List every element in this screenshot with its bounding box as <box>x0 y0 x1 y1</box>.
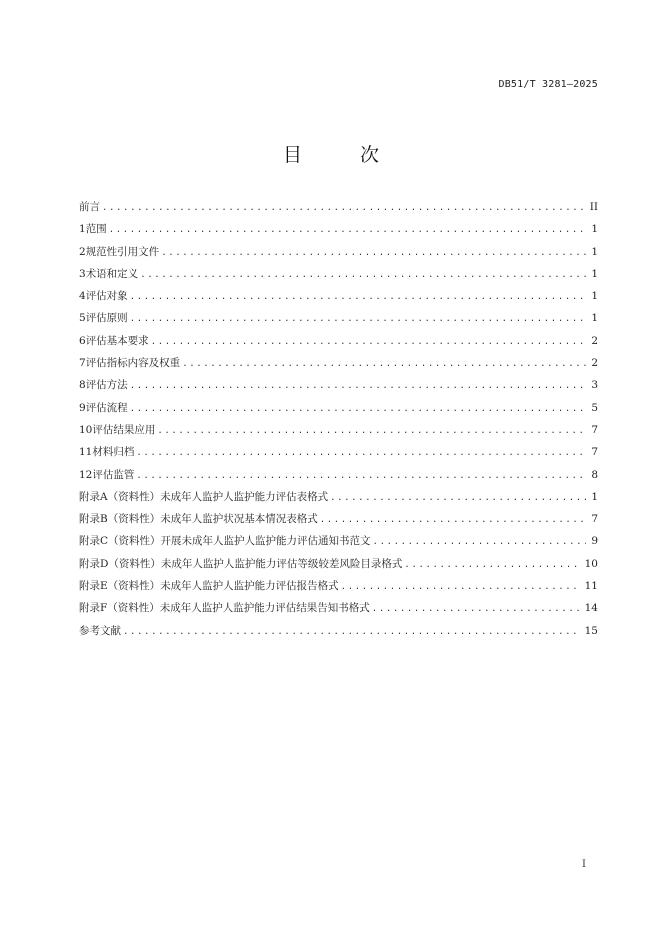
toc-entry-label: 未成年人监护人监护能力评估表格式 <box>160 490 329 503</box>
table-of-contents <box>79 199 598 645</box>
toc-appendix-tag: 附录F（资料性） <box>79 602 160 615</box>
toc-entry-label: 评估原则 <box>85 312 128 325</box>
toc-entry[interactable] <box>79 556 598 578</box>
toc-entry[interactable] <box>79 377 598 399</box>
toc-appendix-tag: 附录E（资料性） <box>79 580 161 593</box>
toc-entry-label: 范围 <box>85 223 107 236</box>
toc-entry-label: 评估结果应用 <box>92 423 156 436</box>
toc-entry-label: 未成年人监护人监护能力评估报告格式 <box>160 580 339 593</box>
toc-entry[interactable] <box>79 221 598 243</box>
toc-dot-leader <box>372 604 581 614</box>
toc-entry-label: 评估流程 <box>85 401 128 414</box>
toc-entry-number: 8 <box>79 379 86 392</box>
toc-dot-leader <box>130 314 586 324</box>
toc-entry-label: 评估指标内容及权重 <box>85 357 181 370</box>
toc-entry-number: 4 <box>79 290 86 303</box>
toc-page-number: 9 <box>591 535 598 548</box>
toc-entry-label: 评估监管 <box>92 468 135 481</box>
toc-entry-number: 12 <box>79 468 93 481</box>
toc-entry-label: 评估方法 <box>85 379 128 392</box>
toc-entry[interactable] <box>79 355 598 377</box>
toc-dot-leader <box>182 359 586 369</box>
toc-page-number: 5 <box>591 401 598 414</box>
toc-page-number: 15 <box>584 624 598 637</box>
toc-dot-leader <box>151 337 586 347</box>
toc-dot-leader <box>136 448 586 458</box>
toc-page-number: 2 <box>591 334 598 347</box>
toc-page-number: 10 <box>584 557 598 570</box>
toc-dot-leader <box>341 582 581 592</box>
toc-entry[interactable] <box>79 266 598 288</box>
toc-entry[interactable] <box>79 533 598 555</box>
toc-page-number: 2 <box>591 357 598 370</box>
toc-entry-number: 11 <box>79 446 93 459</box>
toc-entry-label: 未成年人监护人监护能力评估等级较差风险目录格式 <box>160 557 403 570</box>
toc-page-number: II <box>589 201 598 213</box>
toc-entry-label: 材料归档 <box>92 446 135 459</box>
toc-dot-leader <box>320 515 586 525</box>
toc-entry[interactable] <box>79 400 598 422</box>
toc-dot-leader <box>157 426 586 436</box>
toc-entry[interactable] <box>79 578 598 600</box>
toc-entry[interactable] <box>79 310 598 332</box>
toc-dot-leader <box>161 248 586 258</box>
toc-entry-label: 未成年人监护状况基本情况表格式 <box>160 513 318 526</box>
toc-entry[interactable] <box>79 623 598 645</box>
toc-entry-number: 7 <box>79 357 86 370</box>
page-title: 目 次 <box>282 144 406 166</box>
toc-page-number: 1 <box>591 290 598 303</box>
toc-entry-label: 参考文献 <box>79 624 121 637</box>
toc-entry-number: 9 <box>79 401 86 414</box>
toc-dot-leader <box>130 404 586 414</box>
toc-entry[interactable] <box>79 199 598 221</box>
toc-appendix-tag: 附录A（资料性） <box>79 490 161 503</box>
toc-dot-leader <box>330 493 586 503</box>
toc-page-number: 1 <box>591 312 598 325</box>
toc-page-number: 1 <box>591 245 598 258</box>
toc-page-number: 1 <box>591 267 598 280</box>
toc-dot-leader <box>102 203 586 213</box>
toc-entry[interactable] <box>79 244 598 266</box>
toc-page-number: 1 <box>591 223 598 236</box>
toc-entry-number: 2 <box>79 245 86 258</box>
toc-dot-leader <box>109 225 586 235</box>
toc-page-number: 14 <box>584 602 598 615</box>
toc-entry-label: 评估基本要求 <box>85 334 149 347</box>
toc-page-number: 7 <box>591 446 598 459</box>
toc-entry-label: 前言 <box>79 201 100 213</box>
toc-page-number: 7 <box>591 513 598 526</box>
toc-entry-label: 评估对象 <box>85 290 128 303</box>
toc-entry[interactable] <box>79 600 598 622</box>
toc-appendix-tag: 附录B（资料性） <box>79 513 161 526</box>
toc-entry[interactable] <box>79 333 598 355</box>
toc-dot-leader <box>136 471 586 481</box>
toc-entry-number: 1 <box>79 223 86 236</box>
footer-page-number: I <box>582 859 586 870</box>
toc-entry[interactable] <box>79 489 598 511</box>
toc-dot-leader <box>130 292 586 302</box>
toc-entry-label: 术语和定义 <box>85 267 139 280</box>
toc-appendix-tag: 附录D（资料性） <box>79 557 161 570</box>
toc-entry-label: 开展未成年人监护人监护能力评估通知书范文 <box>160 535 371 548</box>
toc-page-number: 1 <box>591 490 598 503</box>
toc-entry[interactable] <box>79 422 598 444</box>
document-code: DB51/T 3281—2025 <box>498 79 598 90</box>
toc-entry-number: 10 <box>79 423 93 436</box>
toc-page-number: 8 <box>591 468 598 481</box>
toc-page-number: 3 <box>591 379 598 392</box>
toc-dot-leader <box>140 270 586 280</box>
toc-entry-number: 6 <box>79 334 86 347</box>
toc-dot-leader <box>123 627 581 637</box>
toc-page-number: 7 <box>591 423 598 436</box>
toc-dot-leader <box>404 560 580 570</box>
toc-dot-leader <box>373 537 586 547</box>
toc-entry[interactable] <box>79 511 598 533</box>
toc-entry-number: 5 <box>79 312 86 325</box>
toc-entry-number: 3 <box>79 267 86 280</box>
toc-entry-label: 规范性引用文件 <box>85 245 160 258</box>
toc-entry[interactable] <box>79 467 598 489</box>
toc-appendix-tag: 附录C（资料性） <box>79 535 161 548</box>
toc-entry[interactable] <box>79 444 598 466</box>
toc-page-number: 11 <box>584 580 598 593</box>
toc-entry-label: 未成年人监护人监护能力评估结果告知书格式 <box>159 602 370 615</box>
toc-dot-leader <box>130 381 586 391</box>
toc-entry[interactable] <box>79 288 598 310</box>
